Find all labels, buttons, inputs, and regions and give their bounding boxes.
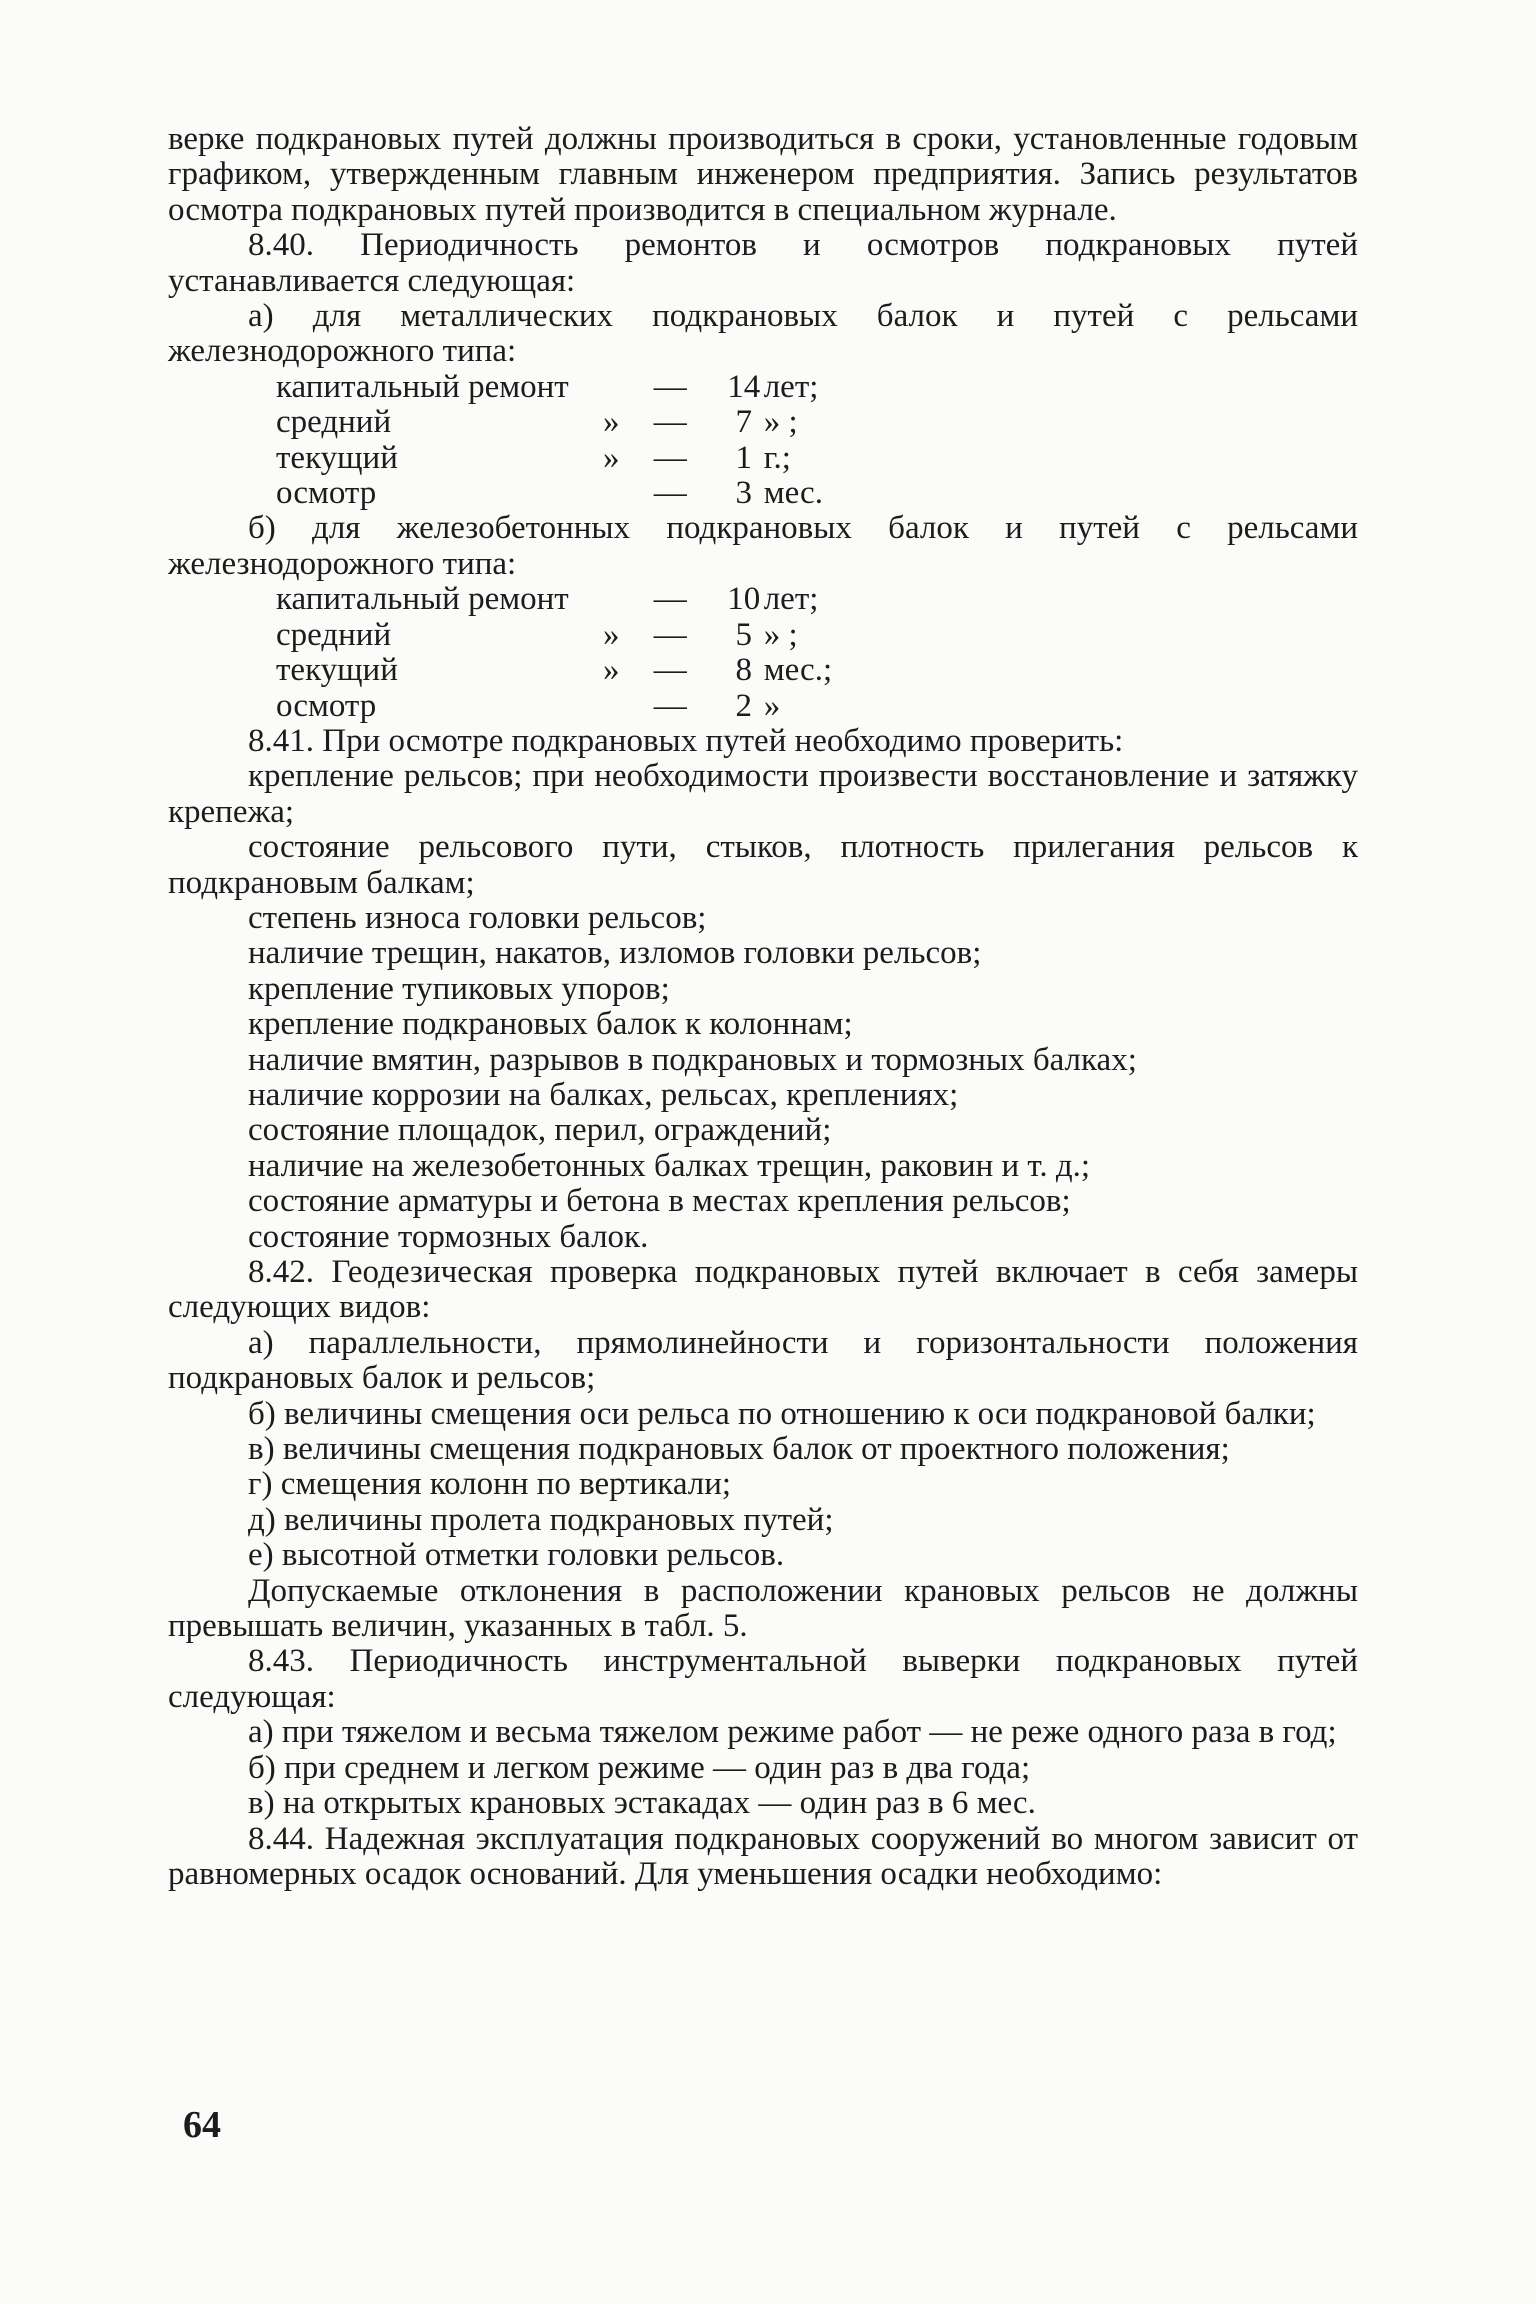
page-number: 64 (183, 2104, 221, 2146)
paragraph: наличие вмятин, разрывов в подкрановых и тормозных балках; (248, 1041, 1137, 1078)
schedule-cell: 2 (735, 687, 752, 724)
schedule-cell: 7 (735, 404, 752, 441)
schedule-cell: капитальный ремонт (276, 581, 569, 618)
schedule-cell: — (653, 616, 687, 653)
schedule-cell: мес. (763, 475, 823, 512)
paragraph: г) смещения колонн по вертикали; (248, 1466, 732, 1503)
paragraph: 8.41. При осмотре подкрановых путей необходимо проверить: (248, 722, 1124, 759)
paragraph: в) величины смещения подкрановых балок от проектного положения; (248, 1431, 1230, 1468)
paragraph: а) для металлических подкрановых балок и путей с рельсами железнодорожного типа: (168, 298, 1358, 370)
paragraph: состояние тормозных балок. (248, 1218, 649, 1255)
paragraph: верке подкрановых путей должны производиться в сроки, установленные годовым графиком, утвержденным главным инженером предприятия. Запись результатов осмотра подкрановых путей производится в специальном журнале. (168, 121, 1358, 228)
schedule-cell: средний (276, 616, 392, 653)
schedule-cell: г.; (763, 439, 791, 476)
schedule-row (276, 582, 832, 617)
paragraph: состояние площадок, перил, ограждений; (248, 1112, 832, 1149)
paragraph: б) величины смещения оси рельса по отношению к оси подкрановой балки; (248, 1395, 1316, 1432)
schedule-cell: мес.; (763, 652, 833, 689)
schedule-cell: — (653, 687, 687, 724)
paragraph: а) при тяжелом и весьма тяжелом режиме работ — не реже одного раза в год; (248, 1714, 1337, 1751)
paragraph: 8.43. Периодичность инструментальной выверки подкрановых путей следующая: (168, 1643, 1358, 1715)
schedule-cell (569, 582, 654, 617)
schedule-cell: 8 (735, 652, 752, 689)
schedule-row (276, 618, 832, 653)
paragraph: 8.44. Надежная эксплуатация подкрановых сооружений во многом зависит от равномерных осадок оснований. Для уменьшения осадки необходимо: (168, 1820, 1358, 1892)
schedule-cell: — (653, 581, 687, 618)
schedule-cell: » ; (763, 616, 798, 653)
paragraph: степень износа головки рельсов; (248, 899, 707, 936)
paragraph: Допускаемые отклонения в расположении крановых рельсов не должны превышать величин, указанных в табл. 5. (168, 1572, 1358, 1645)
schedule-cell: — (653, 404, 687, 441)
paragraph: 8.42. Геодезическая проверка подкрановых путей включает в себя замеры следующих видов: (168, 1254, 1358, 1326)
schedule-row (276, 689, 832, 724)
paragraph: е) высотной отметки головки рельсов. (248, 1537, 785, 1574)
paragraph: наличие трещин, накатов, изломов головки рельсов; (248, 935, 982, 972)
page-body (168, 122, 1358, 1892)
schedule-cell: лет; (763, 368, 819, 405)
paragraph: б) для железобетонных подкрановых балок и путей с рельсами железнодорожного типа: (168, 510, 1358, 582)
schedule-cell (569, 689, 654, 724)
paragraph: д) величины пролета подкрановых путей; (248, 1501, 834, 1538)
schedule-cell: лет; (763, 581, 819, 618)
paragraph: крепление подкрановых балок к колоннам; (248, 1006, 853, 1043)
paragraph: 8.40. Периодичность ремонтов и осмотров подкрановых путей устанавливается следующая: (168, 227, 1358, 299)
schedule-cell: 14 (727, 368, 761, 405)
schedule-cell: 3 (735, 475, 752, 512)
schedule-table (276, 370, 823, 512)
schedule-cell: 5 (735, 616, 752, 653)
schedule-cell: » (602, 404, 620, 441)
schedule-row (276, 653, 832, 688)
schedule-row (276, 405, 823, 440)
paragraph: в) на открытых крановых эстакадах — один раз в 6 мес. (248, 1785, 1036, 1822)
paragraph: крепление рельсов; при необходимости произвести восстановление и затяжку крепежа; (168, 758, 1358, 830)
schedule-cell: » (763, 687, 781, 724)
paragraph: наличие коррозии на балках, рельсах, креплениях; (248, 1076, 959, 1113)
schedule-cell: » ; (763, 404, 798, 441)
schedule-cell: » (602, 652, 620, 689)
schedule-row (276, 476, 823, 511)
schedule-cell: текущий (276, 652, 398, 689)
paragraph: наличие на железобетонных балках трещин, раковин и т. д.; (248, 1147, 1091, 1184)
paragraph: состояние рельсового пути, стыков, плотность прилегания рельсов к подкрановым балкам; (168, 829, 1358, 901)
schedule-row (276, 370, 823, 405)
schedule-cell: капитальный ремонт (276, 368, 569, 405)
schedule-row (276, 441, 823, 476)
schedule-cell: средний (276, 404, 392, 441)
schedule-table (276, 582, 832, 724)
paragraph: а) параллельности, прямолинейности и горизонтальности положения подкрановых балок и рельсов; (168, 1324, 1358, 1397)
schedule-cell: — (653, 475, 687, 512)
schedule-cell: текущий (276, 439, 398, 476)
paragraph: б) при среднем и легком режиме — один раз в два года; (248, 1749, 1031, 1786)
schedule-cell: » (602, 616, 620, 653)
schedule-cell: » (602, 439, 620, 476)
schedule-cell: — (653, 652, 687, 689)
paragraph: крепление тупиковых упоров; (248, 970, 670, 1007)
paragraph: состояние арматуры и бетона в местах крепления рельсов; (248, 1183, 1071, 1220)
schedule-cell: осмотр (276, 475, 377, 512)
schedule-cell (569, 370, 654, 405)
schedule-cell: — (653, 368, 687, 405)
schedule-cell: 10 (727, 581, 761, 618)
schedule-cell: 1 (735, 439, 752, 476)
schedule-cell: осмотр (276, 687, 377, 724)
schedule-cell: — (653, 439, 687, 476)
schedule-cell (569, 476, 654, 511)
